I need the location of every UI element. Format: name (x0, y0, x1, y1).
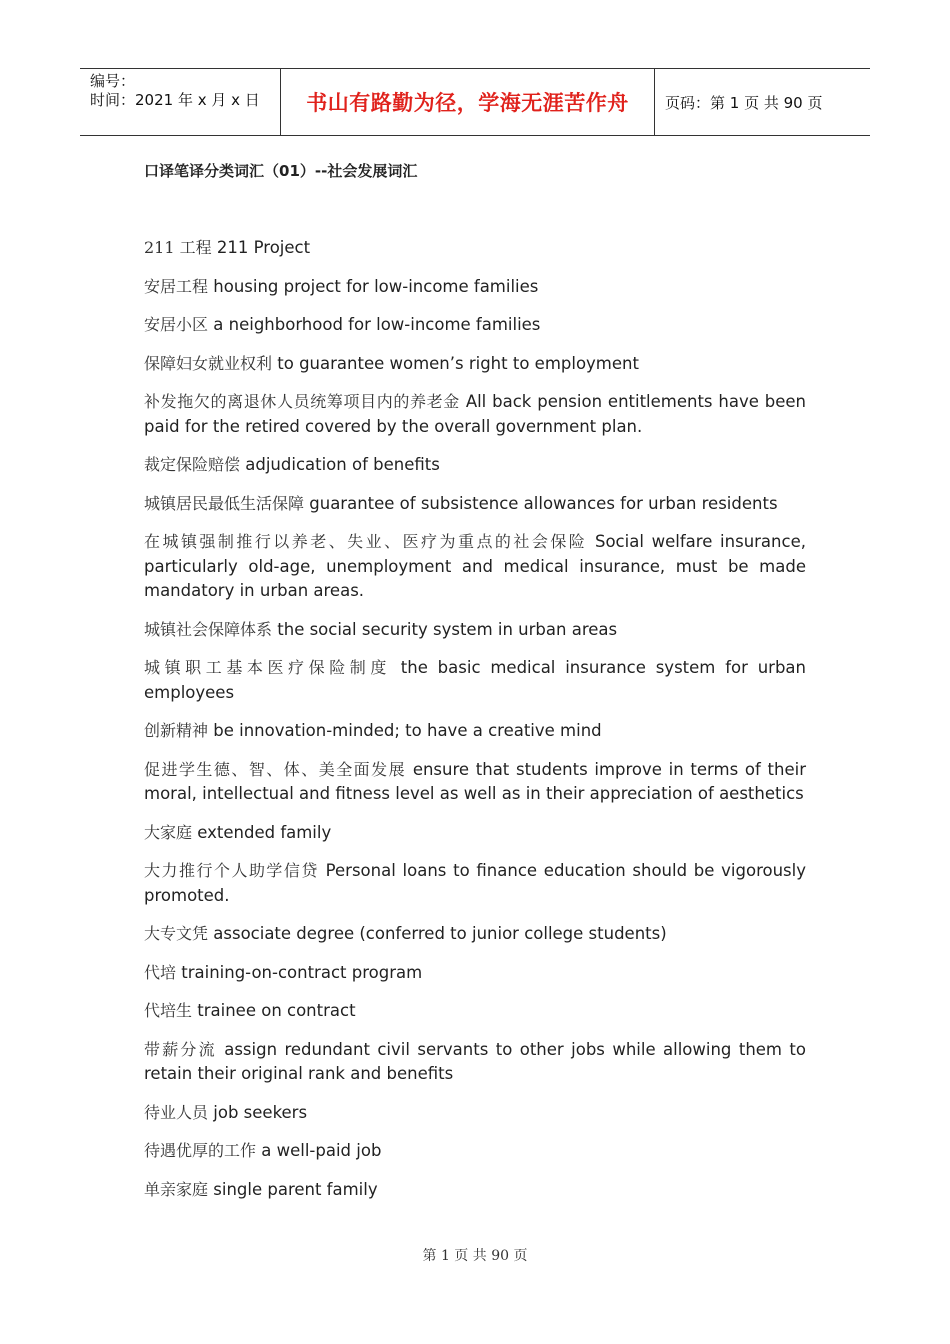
vocab-english: adjudication of benefits (245, 455, 440, 474)
vocab-chinese: 大专文凭 (144, 924, 209, 943)
vocab-english: the basic medical insurance system for urban employees (144, 658, 806, 702)
vocab-entry (144, 390, 806, 439)
vocab-entry (144, 719, 806, 744)
vocab-english: the social security system in urban areas (277, 619, 618, 639)
vocab-english: housing project for low-income families (213, 276, 539, 296)
vocab-english: 211 Project (216, 238, 311, 257)
vocab-entry (144, 656, 806, 705)
number-label: 编号： (90, 72, 136, 90)
vocab-chinese: 大家庭 (144, 822, 193, 842)
vocab-english: All back pension entitlements have been paid for the retired covered by the overall government plan. (144, 392, 806, 436)
vocab-chinese: 创新精神 (144, 721, 209, 740)
vocab-english: assign redundant civil servants to other jobs while allowing them to retain their original rank and benefits (144, 1039, 806, 1083)
vocab-entry (144, 236, 806, 261)
vocab-entry (144, 492, 806, 517)
vocab-chinese: 在城镇强制推行以养老、失业、医疗为重点的社会保险 (144, 532, 588, 551)
vocab-entry (144, 618, 806, 643)
vocab-english: trainee on contract (197, 1001, 356, 1020)
vocab-chinese: 促进学生德、智、体、美全面发展 (144, 759, 407, 779)
vocab-english: ensure that students improve in terms of their moral, intellectual and fitness level as well as in their appreciation of aesthetics (144, 759, 806, 803)
vocab-english: associate degree (conferred to junior college students) (213, 924, 667, 943)
vocab-chinese: 代培 (144, 962, 177, 982)
vocab-entry (144, 313, 806, 338)
vocab-english: guarantee of subsistence allowances for urban residents (309, 493, 778, 513)
vocab-english: Social welfare insurance, particularly old-age, unemployment and medical insurance, must be made mandatory in urban areas. (144, 532, 806, 600)
vocab-english: job seekers (213, 1102, 308, 1122)
vocab-entry (144, 821, 806, 846)
vocab-entry (144, 453, 806, 478)
document-title: 口译笔译分类词汇（01）--社会发展词汇 (144, 162, 418, 180)
vocab-chinese: 城镇职工基本医疗保险制度 (144, 658, 391, 677)
vocab-chinese: 单亲家庭 (144, 1179, 209, 1199)
vocab-entry (144, 999, 806, 1024)
vocab-entry (144, 961, 806, 986)
vocabulary-list (144, 236, 806, 1216)
vocab-english: to guarantee women’s right to employment (277, 353, 639, 373)
vocab-entry (144, 352, 806, 377)
vocab-entry (144, 922, 806, 947)
vocab-chinese: 待业人员 (144, 1102, 209, 1122)
vocab-english: single parent family (213, 1179, 378, 1199)
vocab-chinese: 城镇社会保障体系 (144, 619, 273, 639)
vocab-chinese: 补发拖欠的离退休人员统筹项目内的养老金 (144, 392, 460, 411)
time-label: 时间：2021 年 x 月 x 日 (90, 91, 260, 109)
vocab-chinese: 待遇优厚的工作 (144, 1141, 257, 1160)
vocab-chinese: 安居小区 (144, 315, 209, 334)
vocab-entry (144, 530, 806, 604)
vocab-chinese: 大力推行个人助学信贷 (144, 861, 319, 880)
vocab-english: be innovation-minded; to have a creative mind (213, 721, 602, 740)
vocab-english: a well-paid job (261, 1141, 382, 1160)
vocab-chinese: 裁定保险赔偿 (144, 455, 241, 474)
header-motto-cell (281, 69, 655, 135)
vocab-chinese: 安居工程 (144, 276, 209, 296)
vocab-english: Personal loans to finance education should be vigorously promoted. (144, 861, 806, 905)
page-footer: 第 1 页 共 90 页 (422, 1248, 528, 1264)
vocab-english: training-on-contract program (181, 962, 423, 982)
vocab-entry (144, 758, 806, 807)
header-meta (80, 69, 281, 135)
vocab-entry (144, 1101, 806, 1126)
vocab-chinese: 城镇居民最低生活保障 (144, 493, 305, 513)
vocab-entry (144, 1178, 806, 1203)
vocab-chinese: 代培生 (144, 1001, 193, 1020)
vocab-entry (144, 275, 806, 300)
motto: 书山有路勤为径，学海无涯苦作舟 (306, 90, 629, 115)
page-info: 页码：第 1 页 共 90 页 (665, 93, 823, 112)
vocab-english: a neighborhood for low-income families (213, 315, 541, 334)
header-page-info (655, 69, 870, 135)
vocab-entry (144, 859, 806, 908)
vocab-chinese: 211 工程 (144, 238, 212, 257)
vocab-entry (144, 1139, 806, 1164)
page-header (80, 68, 870, 136)
vocab-entry (144, 1038, 806, 1087)
vocab-chinese: 保障妇女就业权利 (144, 353, 273, 373)
vocab-chinese: 带薪分流 (144, 1039, 217, 1059)
vocab-english: extended family (197, 822, 332, 842)
